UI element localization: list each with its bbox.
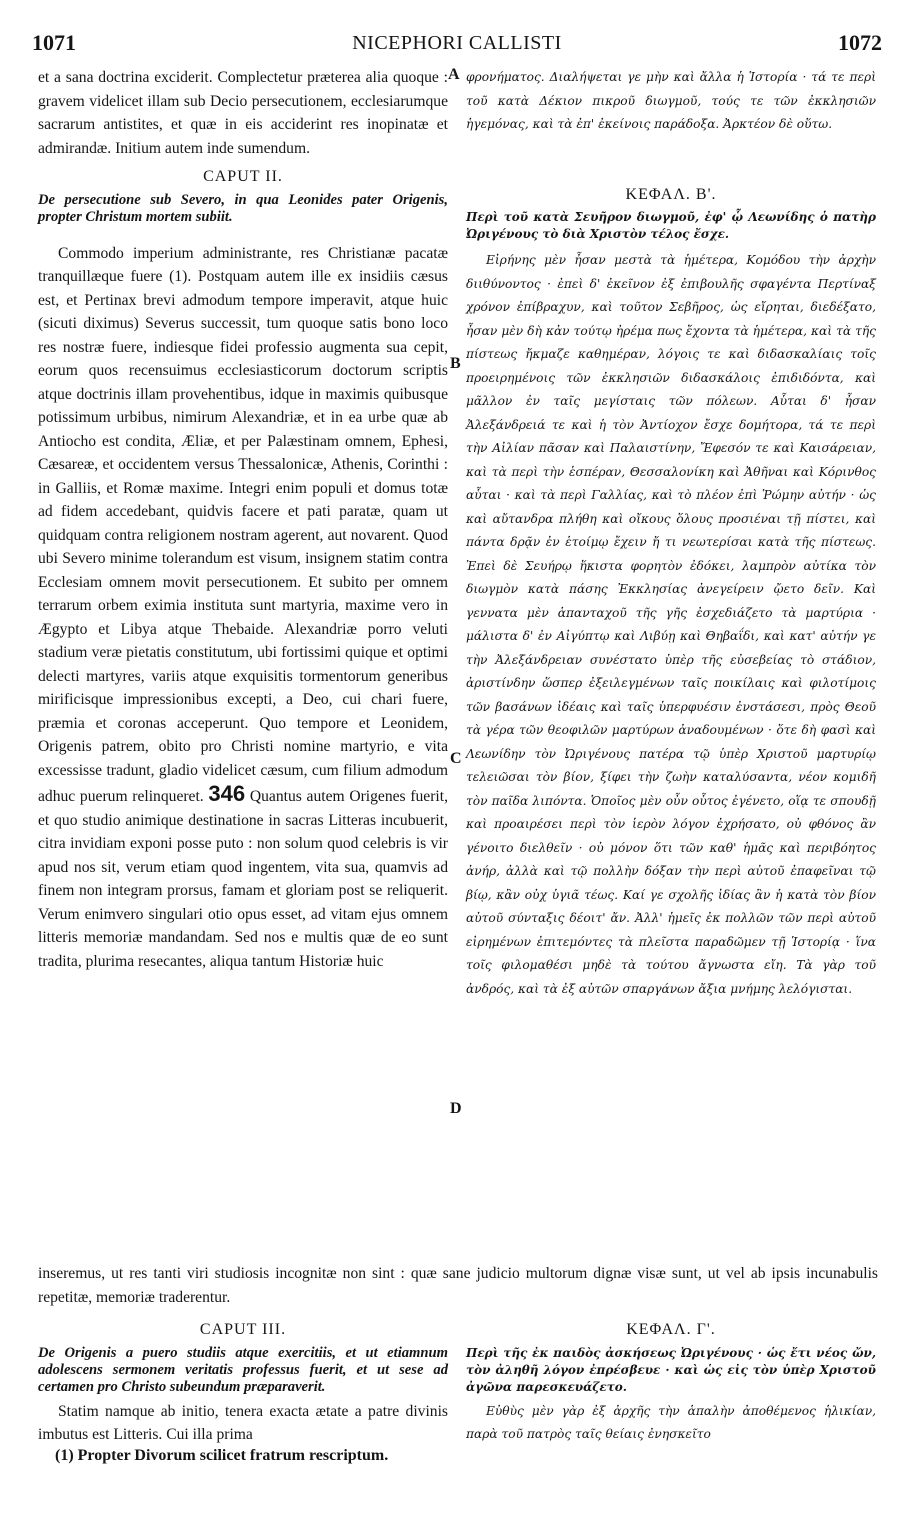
margin-letter-a: A bbox=[448, 66, 460, 83]
kefal-g-heading: ΚΕΦΑΛ. Γ'. bbox=[626, 1321, 716, 1338]
kefal-b-greek-body: Εἰρήνης μὲν ἦσαν μεστὰ τὰ ἡμέτερα, Κομόδου τὴν ἀρχὴν διιθύνοντος · ἐπεὶ δ' ἐκεῖνον ἐξ ἐπιβουλῆς σφαγέντα Περτίναξ χρόνον ἐπίβραχυν, καὶ τοῦτον Σεβῆρος, ὡς εἴρηται, διεδέξατο, ἦσαν μὲν δὴ κἀν τούτῳ ἠρέμα πως ἔχοντα τὰ ἡμέτερα, καὶ τὰ τῆς πίστεως ἤκμαζε καθημέραν, λόγοις τε καὶ διδασκαλίαις τοῖς προειρημένοις τῶν ἐκκλησιῶν διδασκάλοις ἐπιδιδόντα, καὶ μᾶλλον ἐν ταῖς μεγίσταις τῶν πόλεων. Αὗται δ' ἦσαν Ἀλεξάνδρειά τε καὶ ἡ τὸν Ἀντίοχον ἔσχε δομήτορα, τά τε περὶ τὴν Αἰλίαν πᾶσαν καὶ Παλαιστίνην, Ἔφεσόν τε καὶ Καισάρειαν, καὶ τὰ περὶ τὴν ἑσπέραν, Θεσσαλονίκη καὶ Ἀθῆναι καὶ Κόρινθος αὗται · καὶ τὰ περὶ Γαλλίας, καὶ τὸ πλέον ἐπὶ Ῥώμην αὐτήν · ὡς καὶ αὔτανδρα πλήθη καὶ οἴκους ὅλους προσιέναι τῇ πίστει, καὶ πάντα δρᾷν ἐν ἑτοίμῳ ἔχειν ἤ τι νεωτερίσαι κατὰ τῆς πίστεως. Ἐπεὶ δὲ Σευήρῳ ἥκιστα φορητὸν ἐδόκει, λαμπρὸν αὐτίκα τὸν διωγμὸν κατὰ πάσης Ἐκκλησίας ἀνεγείρειν ᾤετο δεῖν. Καὶ γεννατα μὲν ἁπανταχοῦ τῆς γῆς ἐσχεδιάζετο τὰ μαρτύρια · μάλιστα δ' ἐν Αἰγύπτῳ καὶ Λιβύῃ καὶ Θηβαΐδι, καὶ κατ' αὐτήν γε τὴν Ἀλεξάνδρειαν συνέστατο ὑπὲρ τῆς εὐσεβείας τὸ στάδιον, ἀριστίνδην ὥσπερ ἐξειλεγμένων ταῖς ποικίλαις καὶ φιλοτίμοις τῶν βασάνων ἰδέαις καὶ ταῖς ὑπερφυέσιν ἐνστάσεσι, πρὸς Θεοῦ τὰ γέρα τῶν θεοφιλῶν μαρτύρων ἀναδουμένων · ὅτε δὴ φασὶ καὶ Λεωνίδην τὸν Ὠριγένους πατέρα τῷ ὑπὲρ Χριστοῦ μαρτυρίῳ τελειῶσαι τὸν βίον, ξίφει τὴν ζωὴν καταλύσαντα, νέον κομιδῆ τὸν παῖδα λιπόντα. Ὁποῖος μὲν οὖν οὗτος ἐγένετο, οἵᾳ τε σπουδῇ καὶ προαιρέσει περὶ τὸν ἱερὸν λόγον ἐχρήσατο, οὐ φθόνος ἂν γένοιτο διελθεῖν · οὐ μόνον ὅτι τῶν καθ' ἡμᾶς καὶ περιβόητος ἀνήρ, ἀλλὰ καὶ τῷ πολλὴν δόξαν τὴν περὶ αὐτοῦ ἐπαφεῖναι τῷ βίῳ, κἂν οὐχ ὑγιᾶ τέως. Καί γε σχολῆς ἰδίας ἂν ἡ κατὰ τὸν βίον αὐτοῦ σύνταξις δέοιτ' ἄν. Ἀλλ' ἡμεῖς ἐκ πολλῶν τῶν περὶ αὐτοῦ εἰρημένων ἐπιτεμόντες τὰ πλεῖστα παραδῶμεν τῇ Ἱστορίᾳ · ἵνα τοῖς φιλομαθέσι μηδὲ τὰ τούτου ἄγνωστα εἴη. Τὰ γὰρ τοῦ ἀνδρός, καὶ τὰ ἐξ αὐτῶν σπαργάνων ἄξια μνήμης λελόγισται. bbox=[466, 253, 876, 996]
kefal-g-greek-body: Εὐθὺς μὲν γὰρ ἐξ ἀρχῆς τὴν ἁπαλὴν ἀποθέμενος ἡλικίαν, παρὰ τοῦ πατρὸς ταῖς θείαις ἐνησκεῖτο bbox=[466, 1403, 876, 1441]
footnote: (1) Propter Divorum scilicet fratrum rescriptum. bbox=[55, 1447, 389, 1464]
caput-ii-latin-text-2: Quantus autem Origenes fuerit, et quo studio animique destinatione in sacras Litteras incubuerit, citra invidiam exponi posse puto : non solum quod celebris is vir apud nos sit, verum etiam quod ingentem, vita sua, quamvis ad finem non integram prorsus, famam et gloriam post se reliquerit. Verum enimvero singulari otio opus esset, ad vitam ejus omnem litteris memoriæ mandandam. Sed nos e multis quæ de eo sunt tradita, plurima resecantes, aliqua tantum Historiæ huic bbox=[38, 788, 448, 970]
caput-iii-heading: CAPUT III. bbox=[199, 1321, 287, 1338]
right-page-number: 1072 bbox=[838, 30, 882, 55]
kefal-b-subtitle: Περὶ τοῦ κατὰ Σευῆρον διωγμοῦ, ἐφ' ᾧ Λεωνίδης ὁ πατὴρ Ὠριγένους τὸ διὰ Χριστὸν τέλος ἔσχε. bbox=[466, 210, 876, 241]
kefal-g-section bbox=[466, 1318, 876, 1447]
caput-ii-latin-body bbox=[38, 242, 448, 974]
kefal-g-subtitle: Περὶ τῆς ἐκ παιδὸς ἀσκήσεως Ὠριγένους · ὡς ἔτι νέος ὤν, τὸν ἀληθῆ λόγον ἐπρέσβευε · καὶ ὡς εἰς τὸν ὑπὲρ Χριστοῦ ἀγῶνα παρεσκευάζετο. bbox=[466, 1345, 876, 1394]
left-page-number: 1071 bbox=[32, 30, 76, 55]
page-header bbox=[32, 30, 882, 60]
greek-column bbox=[466, 66, 876, 1001]
latin-column bbox=[38, 66, 448, 973]
column-marker: 346 bbox=[208, 781, 246, 806]
caput-iii-latin-body: Statim namque ab initio, tenera exacta ætate a patre divinis imbutus est Litteris. Cui illa prima bbox=[38, 1402, 448, 1443]
greek-intro: φρονήματος. Διαλήψεται γε μὴν καὶ ἄλλα ἡ Ἱστορία · τά τε περὶ τοῦ κατὰ Δέκιον πικροῦ διωγμοῦ, τούς τε τῶν ἐκκλησιῶν ἡγεμόνας, καὶ τὰ ἐπ' ἐκείνοις παράδοξα. Ἀρκτέον δὲ οὕτω. bbox=[466, 70, 876, 131]
margin-letter-b: B bbox=[450, 355, 461, 372]
margin-letter-d: D bbox=[450, 1100, 462, 1117]
running-title: NICEPHORI CALLISTI bbox=[352, 32, 562, 54]
full-width-continuation: inseremus, ut res tanti viri studiosis incognitæ non sint : quæ sane judicio multorum dignæ visæ sunt, ut vel ab ipsis incunabulis repetitæ, memoriæ traderentur. bbox=[38, 1265, 878, 1306]
latin-intro: et a sana doctrina exciderit. Complectetur præterea alia quoque : gravem videlicet illam sub Decio persecutionem, ecclesiarumque sacrarum antistites, et quæ in eis acciderint res inopinatæ et admirandæ. Initium autem inde sumendum. bbox=[38, 69, 448, 157]
caput-ii-subtitle: De persecutione sub Severo, in qua Leonides pater Origenis, propter Christum mortem subiit. bbox=[38, 191, 448, 225]
caput-iii-subtitle: De Origenis a puero studiis atque exercitiis, et ut etiamnum adolescens sermonem veritatis professus fuerit, et ut sese ad certamen pro Christo subeundum præparaverit. bbox=[38, 1344, 448, 1395]
caput-ii-heading: CAPUT II. bbox=[203, 168, 283, 185]
caput-iii-section bbox=[38, 1318, 448, 1447]
caput-ii-latin-text-1: Commodo imperium administrante, res Christianæ pacatæ tranquillæque fuere (1). Postquam autem ille ex insidiis cæsus est, et Pertinax brevi admodum tempore imperavit, atque huic (sicuti diximus) Severus successit, tum quoque satis bono loco res nostræ fuere, indiesque fidei professio augmenta sua cepit, eorum quos recensuimus ecclesiasticorum doctorum scriptis atque doctrinis illam provehentibus, idque in maximis quibusque potissimum urbibus, nimirum Alexandriæ, et in ea urbe quæ ab Antiocho est condita, Æliæ, et per Palæstinam omnem, Ephesi, Cæsareæ, et occidentem versus Thessalonicæ, Athenis, Corinthi : in Galliis, et Romæ maxime. Integri enim populi et domus totæ ad fidem accedebant, quidvis facere et pati paratæ, quam ut quidquam contra religionem nostram agerent, aut novarent. Quod ubi Severo minime tolerandum est visum, insignem statim contra Ecclesiam omnem movit persecutionem. Et subito per omnem terrarum orbem eximia instituta sunt martyria, maxime vero in Ægypto et Libya atque Thebaide. Alexandriæ porro veluti stadium veræ pietatis constitutum, ubi fortissimi quique et optimi delecti martyres, variis atque exquisitis tormentorum generibus mirificisque impressionibus excepti, a Deo, cui chari fuere, præmia et coronas acceperunt. Quo tempore et Leonidem, Origenis patrem, obito pro Christi nomine martyrio, e vita excessisse tradunt, gladio videlicet cæsum, cum filium admodum adhuc puerum relinqueret. bbox=[38, 244, 448, 805]
margin-letter-c: C bbox=[450, 750, 462, 767]
kefal-b-heading: ΚΕΦΑΛ. Β'. bbox=[625, 185, 717, 203]
